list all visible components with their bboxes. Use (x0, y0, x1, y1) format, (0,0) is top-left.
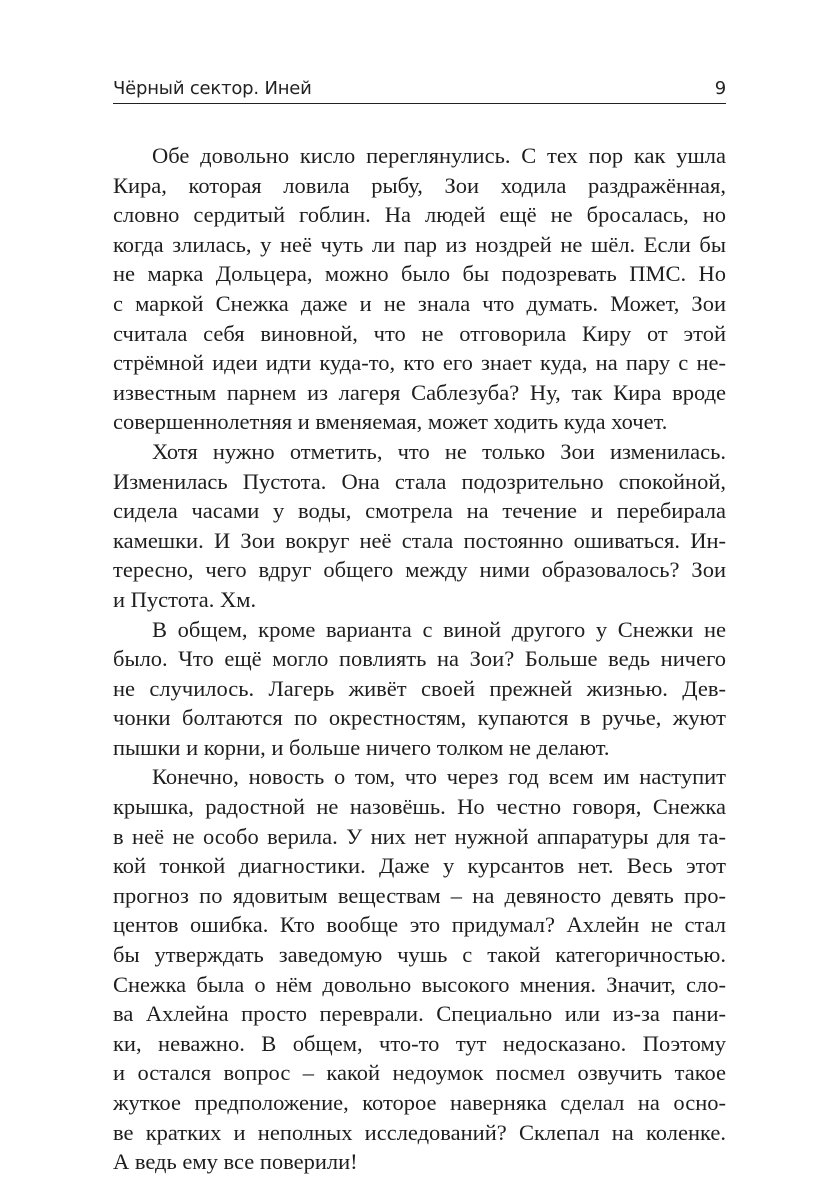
text-line: в неё не особо верила. У них нет нужной аппаратуры для та- (113, 823, 726, 849)
text-line: Изменилась Пустота. Она стала подозрительно спокойной, (113, 468, 726, 494)
paragraph (113, 141, 726, 437)
text-line: чонки болтаются по окрестностям, купаются в ручье, жуют (113, 705, 726, 731)
text-line: тересно, чего вдруг общего между ними образовалось? Зои (113, 557, 726, 583)
text-line: не случилось. Лагерь живёт своей прежней жизнью. Дев- (113, 675, 726, 701)
text-line: Хотя нужно отметить, что не только Зои изменилась. (152, 438, 726, 464)
paragraph (113, 615, 726, 763)
paragraph (113, 762, 726, 1176)
text-line: прогноз по ядовитым веществам – на девяносто девять про- (113, 882, 726, 908)
text-line: ва Ахлейна просто переврали. Специально или из-за пани- (113, 1001, 726, 1027)
text-line: А ведь ему все поверили! (113, 1149, 358, 1175)
body-text (113, 141, 726, 1177)
text-line: Конечно, новость о том, что через год всем им наступит (152, 764, 726, 790)
text-line: когда злилась, у неё чуть ли пар из ноздрей не шёл. Если бы (113, 231, 726, 257)
paragraph (113, 437, 726, 615)
text-line: бы утверждать заведомую чушь с такой категоричностью. (113, 942, 726, 968)
text-line: крышка, радостной не назовёшь. Но честно говоря, Снежка (113, 794, 726, 820)
text-line: совершеннолетняя и вменяемая, может ходить куда хочет. (113, 409, 668, 435)
text-line: Снежка была о нём довольно высокого мнения. Значит, сло- (113, 971, 726, 997)
page-number: 9 (714, 78, 726, 99)
text-line: Кира, которая ловила рыбу, Зои ходила раздражённая, (113, 172, 726, 198)
text-line: камешки. И Зои вокруг неё стала постоянно ошиваться. Ин- (113, 527, 726, 553)
text-line: жуткое предположение, которое наверняка сделал на осно- (113, 1090, 726, 1115)
text-line: было. Что ещё могло повлиять на Зои? Больше ведь ничего (113, 646, 726, 672)
text-line: с маркой Снежка даже и не знала что думать. Может, Зои (113, 290, 726, 316)
text-line: и Пустота. Хм. (113, 586, 257, 612)
text-line: Обе довольно кисло переглянулись. С тех пор как ушла (152, 143, 726, 168)
running-title: Чёрный сектор. Иней (113, 78, 312, 99)
text-line: центов ошибка. Кто вообще это придумал? Ахлейн не стал (113, 912, 726, 938)
text-line: В общем, кроме варианта с виной другого у Снежки не (152, 616, 726, 642)
text-line: известным парнем из лагеря Саблезуба? Ну, так Кира вроде (113, 379, 726, 405)
text-line: не марка Дольцера, можно было бы подозревать ПМС. Но (113, 261, 726, 287)
text-line: стрёмной идеи идти куда-то, кто его знает куда, на пару с не- (113, 350, 726, 376)
text-line: ки, неважно. В общем, что-то тут недосказано. Поэтому (113, 1030, 726, 1056)
text-line: пышки и корни, и больше ничего толком не делают. (113, 734, 610, 760)
text-line: словно сердитый гоблин. На людей ещё не бросалась, но (113, 202, 726, 228)
text-line: ве кратких и неполных исследований? Склепал на коленке. (113, 1119, 726, 1145)
text-line: кой тонкой диагностики. Даже у курсантов нет. Весь этот (113, 853, 726, 879)
running-header (113, 74, 726, 104)
text-line: считала себя виновной, что не отговорила Киру от этой (113, 320, 726, 346)
text-line: сидела часами у воды, смотрела на течение и перебирала (113, 498, 726, 524)
text-line: и остался вопрос – какой недоумок посмел озвучить такое (113, 1060, 726, 1086)
